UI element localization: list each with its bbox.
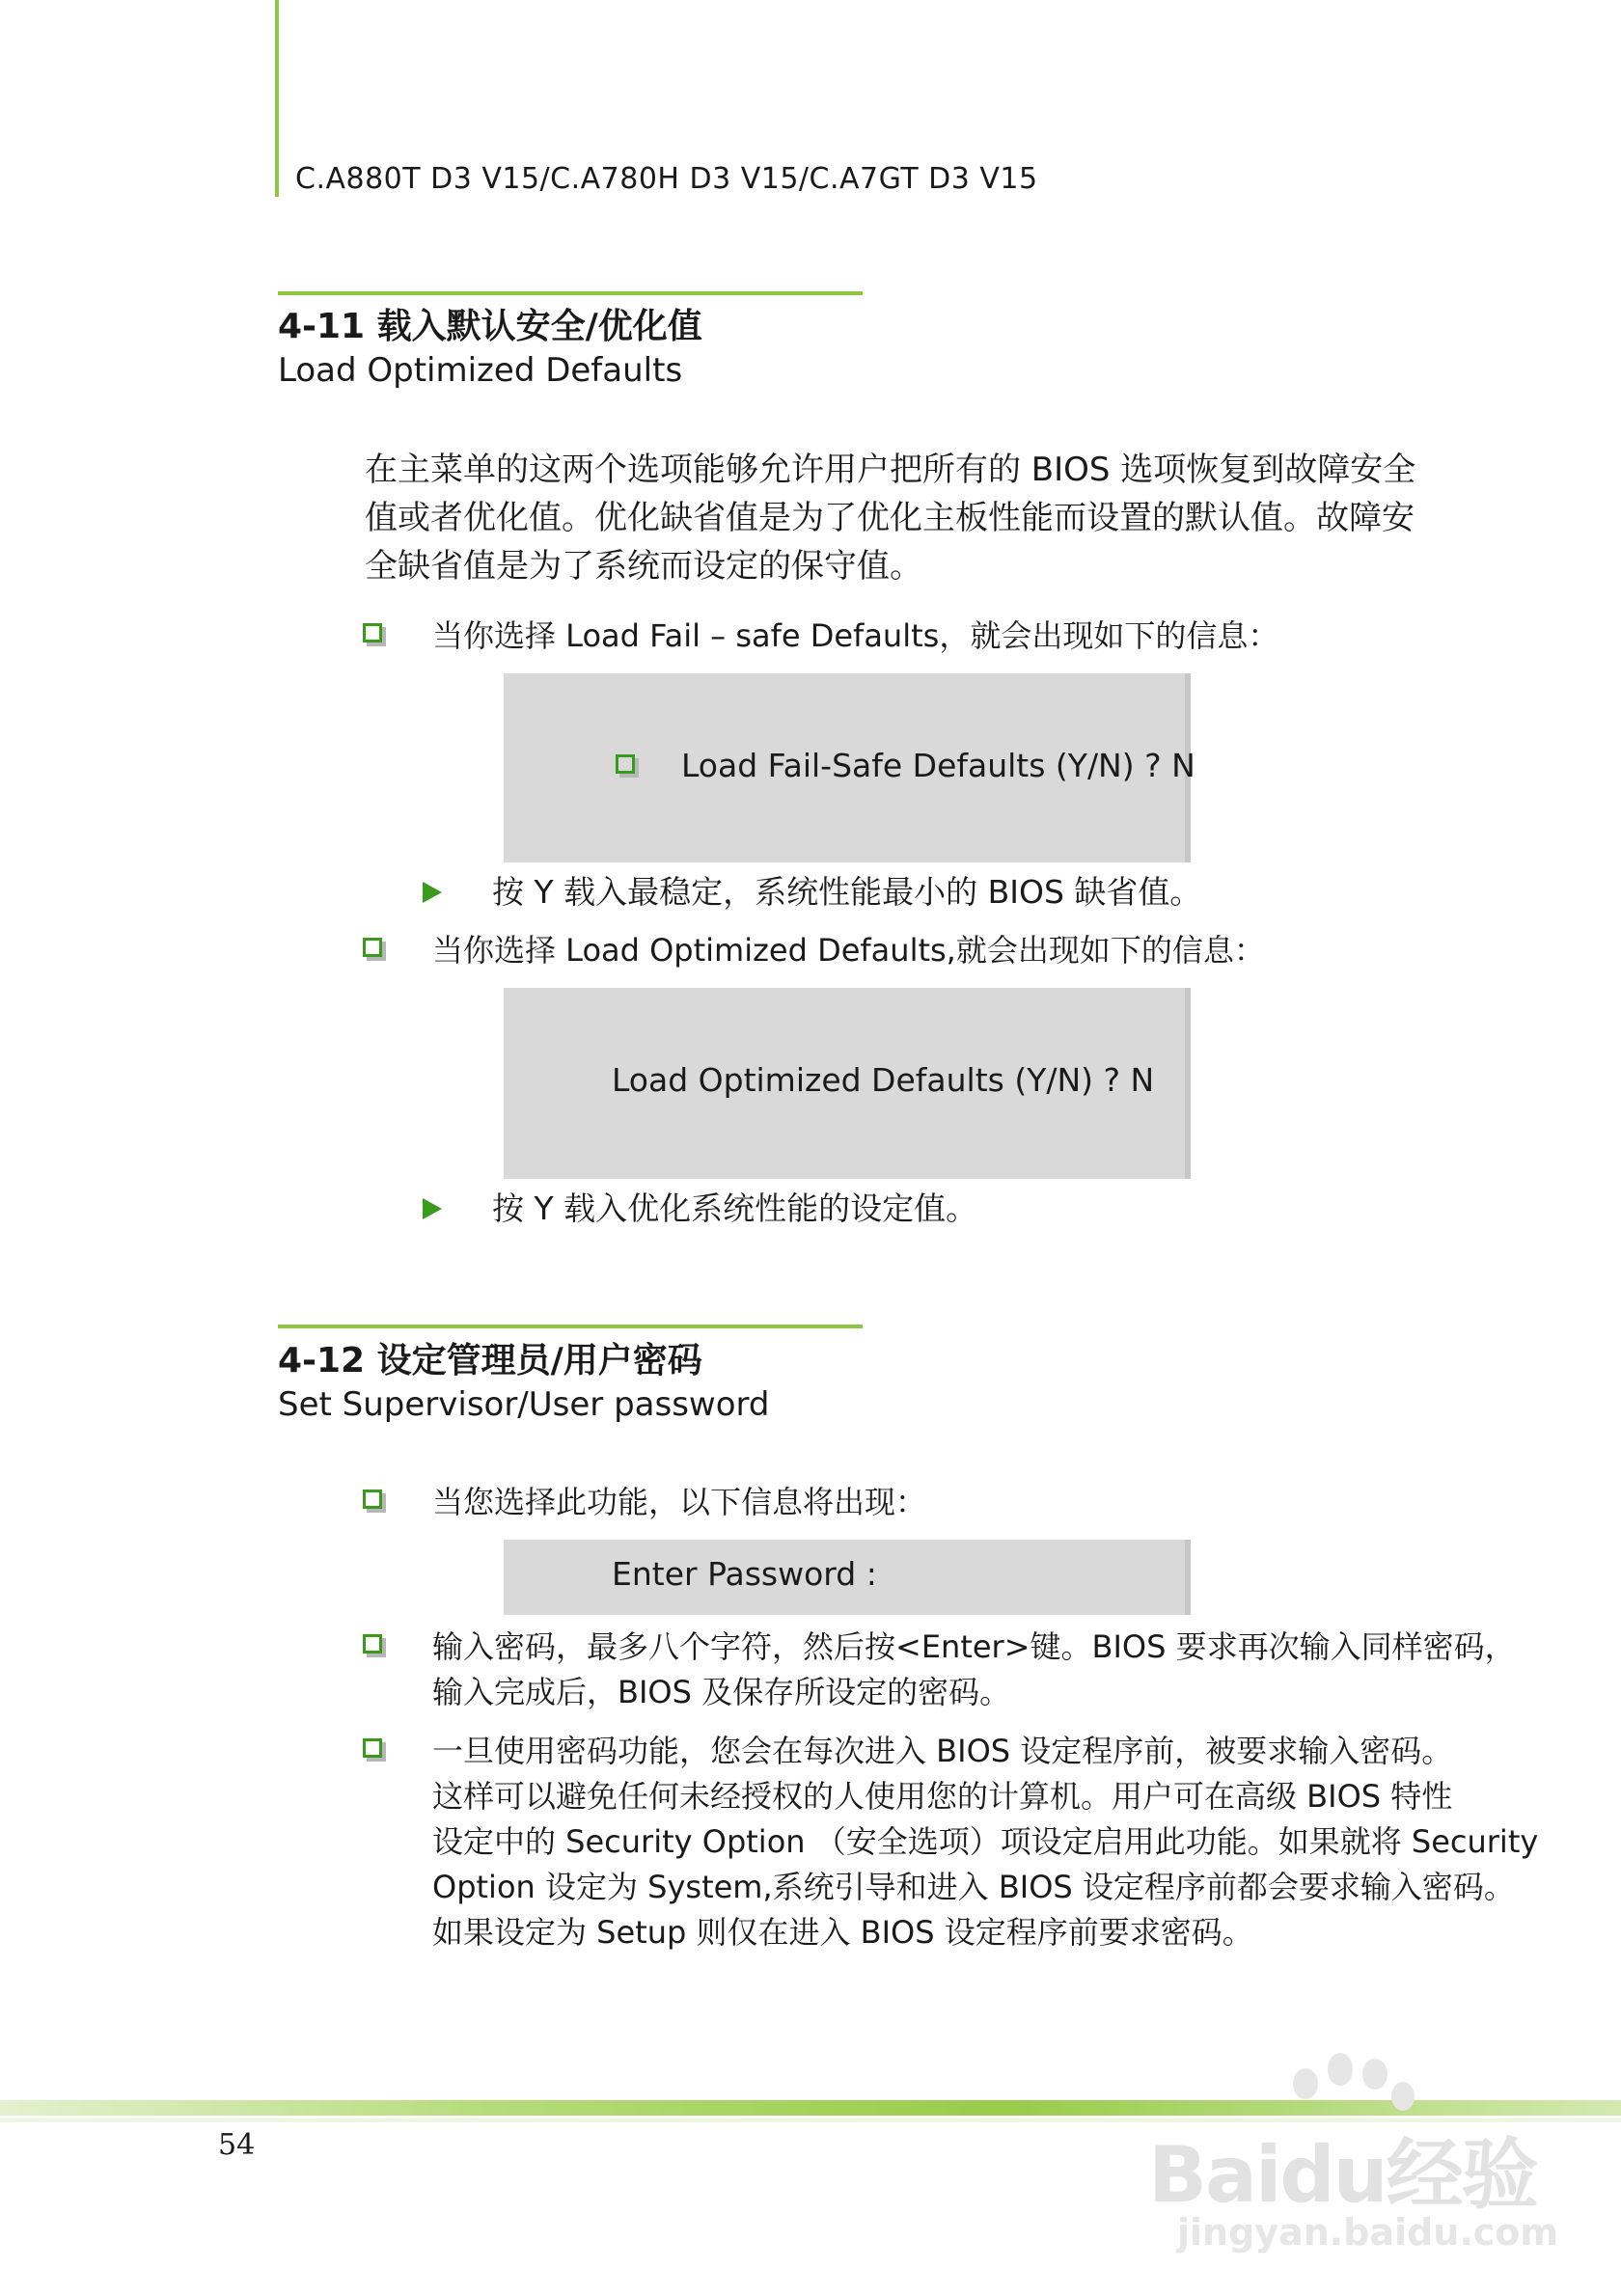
paragraph-line: 值或者优化值。优化缺省值是为了优化主板性能而设置的默认值。故障安	[365, 499, 1415, 537]
list-item-line: 输入完成后，BIOS 及保存所设定的密码。	[432, 1674, 1011, 1710]
message-box	[504, 988, 1191, 1179]
list-item-text: 当你选择 Load Fail – safe Defaults，就会出现如下的信息：	[432, 617, 1279, 654]
list-item-line: 设定中的 Security Option （安全选项）项设定启用此功能。如果就将 Security	[432, 1823, 1539, 1860]
paw-icon	[1362, 2059, 1387, 2090]
list-item-text: 当你选择 Load Optimized Defaults,就会出现如下的信息：	[432, 932, 1265, 969]
document-header: C.A880T D3 V15/C.A780H D3 V15/C.A7GT D3 V15	[295, 162, 1038, 196]
list-item-line: 如果设定为 Setup 则仅在进入 BIOS 设定程序前要求密码。	[432, 1914, 1253, 1951]
checkbox-bullet-icon	[363, 1490, 382, 1509]
page-number: 54	[218, 2128, 256, 2162]
message-box	[504, 1540, 1191, 1615]
paw-icon	[1293, 2068, 1318, 2099]
section-rule	[278, 291, 863, 295]
section-subtitle: Load Optimized Defaults	[278, 351, 683, 390]
checkbox-bullet-icon	[363, 1634, 382, 1654]
watermark-url: jingyan.baidu.com	[1177, 2211, 1558, 2254]
section-subtitle: Set Supervisor/User password	[278, 1385, 770, 1424]
message-box-text: Load Optimized Defaults (Y/N) ? N	[612, 1061, 1155, 1099]
message-box	[504, 673, 1195, 862]
list-item-line: 这样可以避免任何未经授权的人使用您的计算机。用户可在高级 BIOS 特性	[432, 1778, 1453, 1815]
checkbox-bullet-icon	[363, 1738, 382, 1758]
checkbox-bullet-icon	[616, 754, 635, 774]
paragraph-line: 全缺省值是为了系统而设定的保守值。	[365, 547, 922, 586]
sub-item-text: 按 Y 载入最稳定，系统性能最小的 BIOS 缺省值。	[492, 873, 1202, 911]
paw-icon	[1328, 2053, 1353, 2086]
section-title: 4-11 载入默认安全/优化值	[278, 307, 702, 346]
paw-icon	[1391, 2082, 1415, 2111]
section-paragraph	[365, 446, 1436, 590]
baidu-watermark	[1148, 2045, 1558, 2277]
list-item-text: 当您选择此功能，以下信息将出现：	[432, 1484, 927, 1520]
paragraph-line: 在主菜单的这两个选项能够允许用户把所有的 BIOS 选项恢复到故障安全	[365, 451, 1416, 489]
message-box-text: Enter Password :	[612, 1555, 877, 1593]
list-item-text	[432, 1729, 1538, 1955]
list-item-line: Option 设定为 System,系统引导和进入 BIOS 设定程序前都会要求输入密码。	[432, 1869, 1515, 1905]
list-item-text	[432, 1625, 1516, 1715]
section-rule	[278, 1325, 863, 1328]
watermark-logo: Baidu经验	[1148, 2130, 1537, 2220]
header-accent-bar	[275, 0, 279, 197]
arrow-bullet-icon	[423, 882, 442, 903]
checkbox-bullet-icon	[363, 623, 382, 642]
list-item-line: 一旦使用密码功能，您会在每次进入 BIOS 设定程序前，被要求输入密码。	[432, 1733, 1453, 1769]
checkbox-bullet-icon	[363, 938, 382, 957]
arrow-bullet-icon	[423, 1198, 442, 1219]
list-item-line: 输入密码，最多八个字符，然后按<Enter>键。BIOS 要求再次输入同样密码，	[432, 1628, 1516, 1665]
message-box-text: Load Fail-Safe Defaults (Y/N) ? N	[681, 747, 1195, 784]
section-title: 4-12 设定管理员/用户密码	[278, 1341, 702, 1380]
sub-item-text: 按 Y 载入优化系统性能的设定值。	[492, 1189, 978, 1227]
